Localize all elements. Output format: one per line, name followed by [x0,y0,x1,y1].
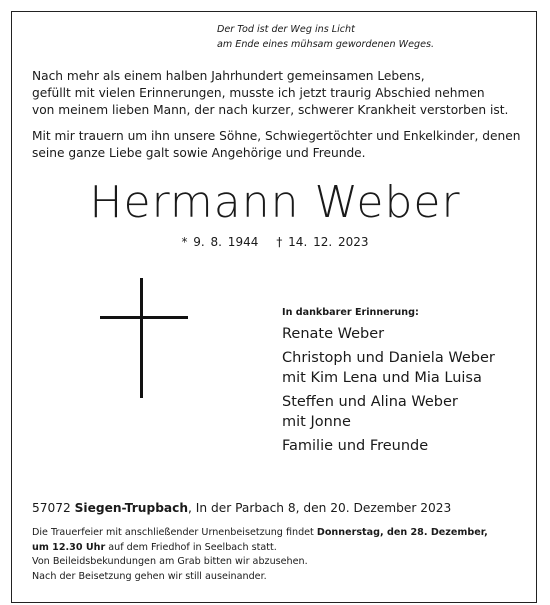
ceremony-date: Donnerstag, den 28. Dezember, [316,527,488,538]
deceased-name: Hermann Weber [89,177,461,228]
quote-line-1: Der Tod ist der Weg ins Licht [217,24,355,35]
mourner-entry [282,392,522,432]
mourner-entry [282,436,522,456]
intro-line: Nach mehr als einem halben Jahrhundert gemeinsamen Lebens, [32,69,425,83]
place-and-date [32,500,532,516]
ceremony-info [32,526,532,555]
mourner-line: mit Jonne [282,414,351,430]
mourner-entry [282,348,522,388]
after-burial-note: Nach der Beisetzung gehen wir still auseinander. [32,570,267,582]
intro-line: Mit mir trauern um ihn unsere Söhne, Schwiegertöchter und Enkelkinder, denen [32,129,521,143]
intro-line: gefüllt mit vielen Erinnerungen, musste ich jetzt traurig Abschied nehmen [32,86,485,100]
birth-date: * 9. 8. 1944 [181,235,259,249]
intro-line: seine ganze Liebe galt sowie Angehörige und Freunde. [32,146,366,160]
mourner-line: mit Kim Lena und Mia Luisa [282,370,482,386]
death-date: † 14. 12. 2023 [276,235,369,249]
mourners-list [282,306,522,460]
mourner-line: Christoph und Daniela Weber [282,350,495,366]
mourner-line: Familie und Freunde [282,438,429,454]
mourner-line: Renate Weber [282,326,385,342]
mourner-line: Steffen und Alina Weber [282,394,458,410]
intro-paragraph-1 [32,68,522,119]
intro-text [32,68,522,171]
ceremony-time: um 12.30 Uhr [32,541,106,553]
mourner-entry [282,324,522,344]
life-dates [0,234,550,250]
quote-line-2: am Ende eines mühsam gewordenen Weges. [217,39,435,50]
epigraph-quote [217,22,517,52]
intro-line: von meinem lieben Mann, der nach kurzer, schwerer Krankheit verstorben ist. [32,103,509,117]
cross-icon [100,278,188,398]
postal-code: 57072 [32,501,71,515]
mourners-heading: In dankbarer Erinnerung: [282,307,419,318]
address-and-date: , In der Parbach 8, den 20. Dezember 2023 [188,501,452,515]
ceremony-text: Die Trauerfeier mit anschließender Urnenbeisetzung findet [32,527,317,538]
ceremony-location: auf dem Friedhof in Seelbach statt. [105,541,277,553]
funeral-notes [32,526,532,584]
city-name: Siegen-Trupbach [74,501,189,515]
intro-paragraph-2 [32,128,522,162]
condolence-note: Von Beileidsbekundungen am Grab bitten wir abzusehen. [32,556,308,568]
